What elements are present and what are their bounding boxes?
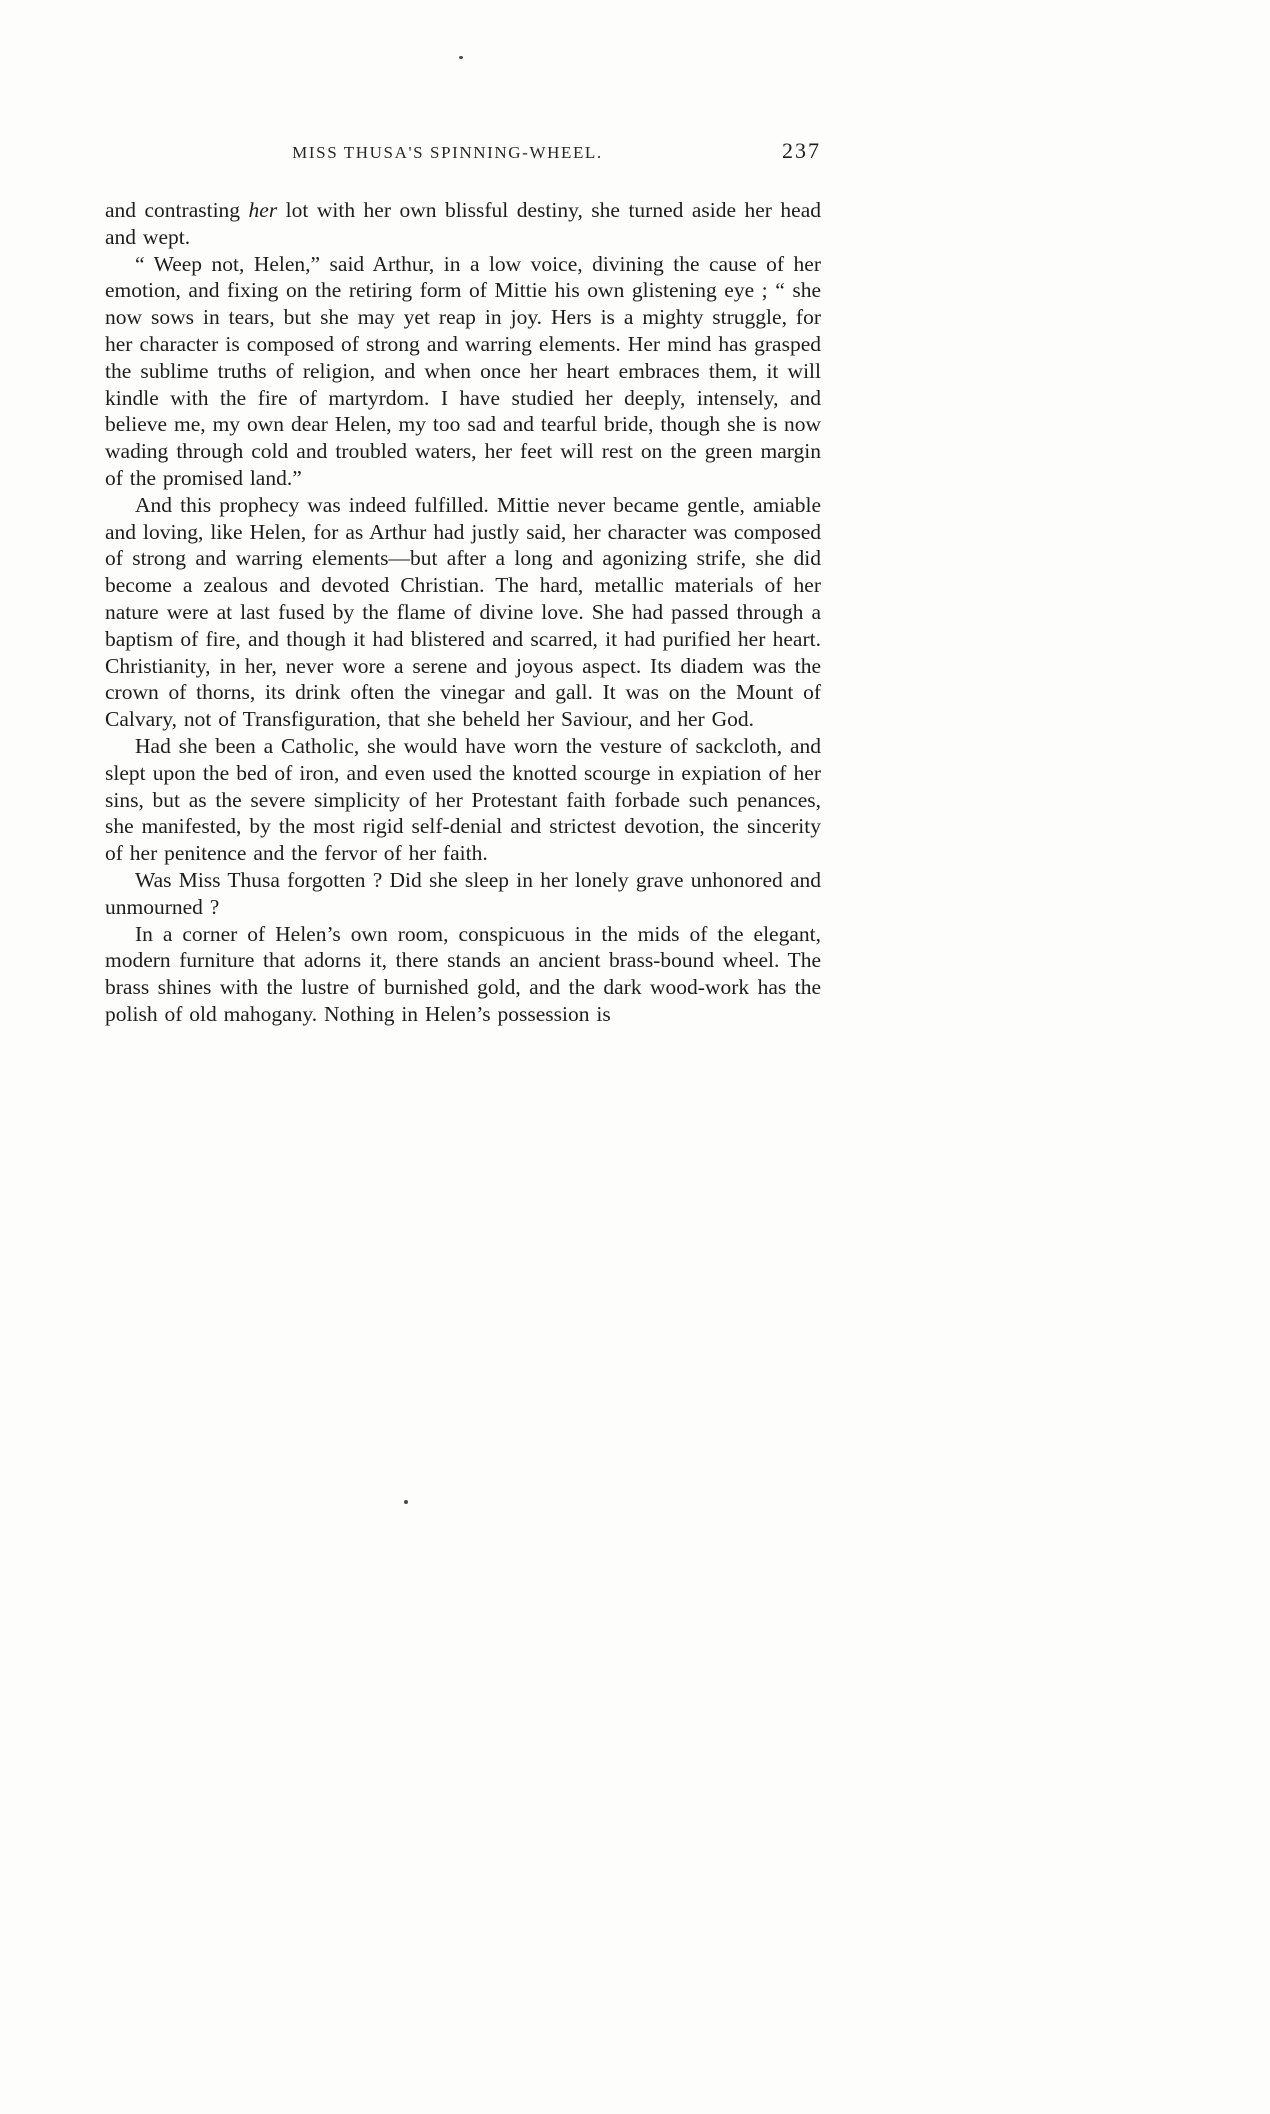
page-header [105, 138, 821, 170]
paragraph [105, 197, 821, 251]
text-block [105, 197, 821, 1028]
text-segment: Had she been a Catholic, she would have worn the vesture of sackcloth, and slept upon the bed of iron, and even used the knotted scourge in expiation of her sins, but as the severe simplicity of her Protestant faith forbade such penances, she manifested, by the most rigid self-denial and strictest devotion, the sincerity of her penitence and the fervor of her faith. [105, 733, 821, 866]
text-segment: “ Weep not, Helen,” said Arthur, in a low voice, divining the cause of her emotion, and fixing on the retiring form of Mittie his own glistening eye ; “ she now sows in tears, but she may yet reap in joy. Hers is a mighty struggle, for her character is composed of strong and warring elements. Her mind has grasped the sublime truths of religion, and when once her heart embraces them, it will kindle with the fire of martyrdom. I have studied her deeply, intensely, and believe me, my own dear Helen, my too sad and tearful bride, though she is now wading through cold and troubled waters, her feet will rest on the green margin of the promised land.” [105, 251, 821, 490]
scan-artifact-dot-top [459, 56, 463, 59]
paragraph [105, 921, 821, 1028]
text-segment: Was Miss Thusa forgotten ? Did she sleep in her lonely grave unhonored and unmourned ? [105, 867, 821, 919]
scan-artifact-dot-bottom [404, 1500, 408, 1504]
text-segment: her [248, 198, 278, 222]
page-number: 237 [782, 138, 821, 163]
text-segment: And this prophecy was indeed fulfilled. Mittie never became gentle, amiable and loving, like Helen, for as Arthur had justly said, her character was composed of strong and warring elements—but after a long and agonizing strife, she did become a zealous and devoted Christian. The hard, metallic materials of her nature were at last fused by the flame of divine love. She had passed through a baptism of fire, and though it had blistered and scarred, it had purified her heart. Christianity, in her, never wore a serene and joyous aspect. Its diadem was the crown of thorns, its drink often the vinegar and gall. It was on the Mount of Calvary, not of Transfiguration, that she beheld her Saviour, and her God. [105, 492, 821, 732]
text-segment: and contrasting [105, 198, 249, 222]
paragraph [105, 733, 821, 867]
paragraph [105, 251, 821, 492]
text-segment: In a corner of Helen’s own room, conspicuous in the mids of the elegant, modern furniture that adorns it, there stands an ancient brass-bound wheel. The brass shines with the lustre of burnished gold, and the dark wood-work has the polish of old mahogany. Nothing in Helen’s possession is [105, 921, 821, 1026]
text-segment: lot with her own blissful destiny, she turned aside her head and wept. [105, 198, 821, 249]
running-title: MISS THUSA'S SPINNING-WHEEL. [292, 143, 603, 162]
paragraph [105, 867, 821, 921]
paragraph [105, 492, 821, 733]
